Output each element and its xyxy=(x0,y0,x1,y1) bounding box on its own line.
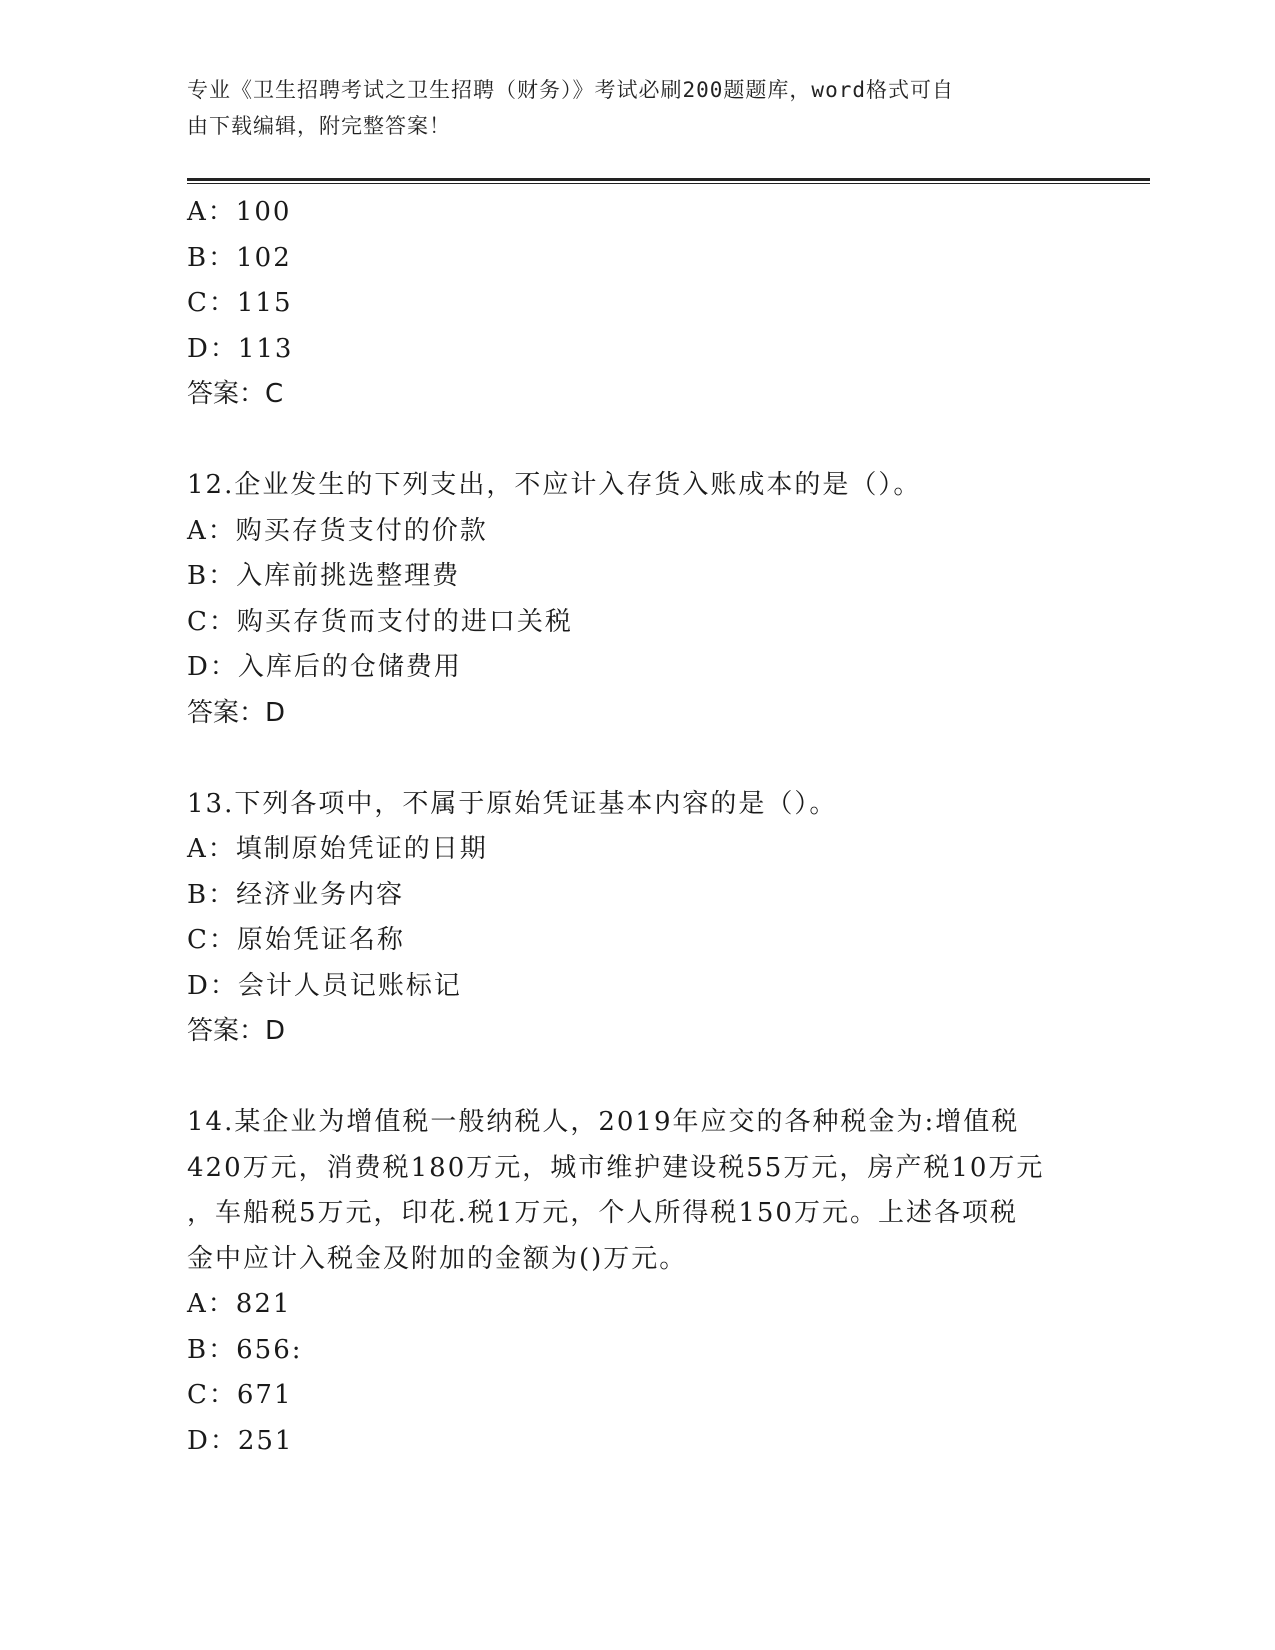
option-c: C：购买存货而支付的进口关税 xyxy=(187,606,573,637)
option-d: D：入库后的仓储费用 xyxy=(187,652,462,682)
option-d: D：251 xyxy=(187,1425,294,1456)
spacer xyxy=(187,736,1087,782)
option-a: A：购买存货支付的价款 xyxy=(187,515,488,546)
answer: 答案：C xyxy=(187,379,284,409)
question-text-line: 420万元，消费税180万元，城市维护建设税55万元，房产税10万元 xyxy=(187,1152,1045,1183)
option-b: B：经济业务内容 xyxy=(187,879,405,910)
option-c: C：115 xyxy=(187,288,293,318)
header-divider-thin xyxy=(187,183,1150,184)
header-divider xyxy=(187,178,1150,181)
option-a: A：100 xyxy=(187,197,292,227)
header-line-2: 由下载编辑，附完整答案！ xyxy=(187,114,451,138)
document-header xyxy=(187,72,1067,144)
option-c: C：原始凭证名称 xyxy=(187,925,405,955)
question-11 xyxy=(187,190,1087,418)
option-b: B：入库前挑选整理费 xyxy=(187,561,461,591)
question-text: 13.下列各项中，不属于原始凭证基本内容的是（）。 xyxy=(187,788,838,819)
question-13 xyxy=(187,782,1087,1055)
option-b: B：656: xyxy=(187,1334,303,1365)
question-text: 12.企业发生的下列支出，不应计入存货入账成本的是（）。 xyxy=(187,470,922,500)
question-text-line: ，车船税5万元，印花.税1万元，个人所得税150万元。上述各项税 xyxy=(187,1198,1018,1228)
question-text-line: 14.某企业为增值税一般纳税人，2019年应交的各种税金为:增值税 xyxy=(187,1107,1020,1137)
answer: 答案：D xyxy=(187,697,286,728)
option-c: C：671 xyxy=(187,1380,293,1410)
option-a: A：填制原始凭证的日期 xyxy=(187,834,488,864)
question-14 xyxy=(187,1100,1087,1464)
question-12 xyxy=(187,463,1087,736)
spacer xyxy=(187,418,1087,464)
option-b: B：102 xyxy=(187,242,292,273)
answer: 答案：D xyxy=(187,1016,286,1046)
header-line-1: 专业《卫生招聘考试之卫生招聘（财务）》考试必刷200题题库，word格式可自 xyxy=(187,78,954,102)
option-d: D：113 xyxy=(187,333,294,364)
question-list xyxy=(187,190,1087,1464)
question-text xyxy=(187,1100,1087,1282)
spacer xyxy=(187,1055,1087,1101)
option-d: D：会计人员记账标记 xyxy=(187,970,462,1001)
question-text-line: 金中应计入税金及附加的金额为()万元。 xyxy=(187,1243,688,1274)
option-a: A：821 xyxy=(187,1289,292,1319)
